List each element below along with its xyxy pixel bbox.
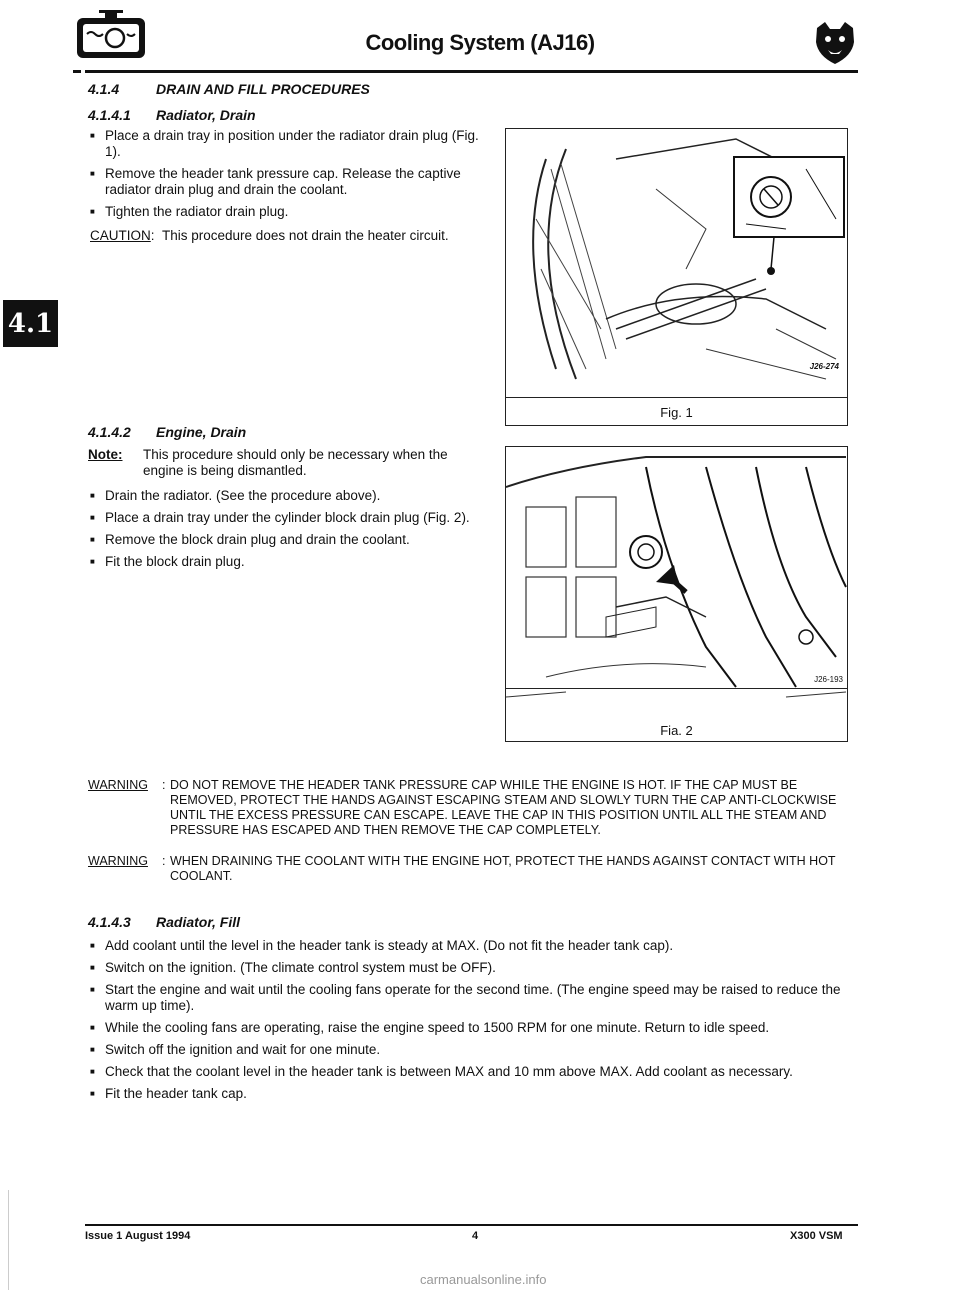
section-heading-main — [88, 81, 370, 97]
figure-2 — [505, 446, 848, 742]
list-item: ■ Fit the header tank cap. — [90, 1086, 850, 1102]
engine-drain-steps — [90, 488, 482, 576]
figure-ref: J26-193 — [814, 675, 843, 684]
note-text: This procedure should only be necessary when the engine is being dismantled. — [143, 447, 448, 478]
header-rule-tick — [73, 70, 81, 73]
list-item: ■ Drain the radiator. (See the procedure above). — [90, 488, 482, 504]
footer-page-number: 4 — [472, 1230, 479, 1242]
watermark: carmanualsonline.info — [420, 1272, 547, 1287]
section-title: Radiator, Fill — [156, 914, 241, 930]
caution-label: CAUTION — [90, 228, 151, 243]
section-title: Radiator, Drain — [156, 107, 256, 123]
section-heading-engine-drain — [88, 424, 246, 440]
list-item: ■ Add coolant until the level in the header tank is steady at MAX. (Do not fit the header tank cap). — [90, 938, 850, 954]
radiator-drain-steps — [90, 128, 482, 250]
footer-manual: X300 VSM — [790, 1230, 843, 1242]
caution-text: This procedure does not drain the heater circuit. — [162, 228, 449, 243]
note-label: Note: — [88, 447, 123, 462]
section-title: DRAIN AND FILL PROCEDURES — [156, 81, 370, 97]
figure-caption: Fia. 2 — [660, 723, 693, 738]
list-item: ■ Place a drain tray in position under the radiator drain plug (Fig. 1). — [90, 128, 482, 160]
section-number: 4.1.4.2 — [88, 424, 131, 440]
footer-issue: Issue 1 August 1994 — [85, 1230, 191, 1242]
warning-text: WHEN DRAINING THE COOLANT WITH THE ENGINE HOT, PROTECT THE HANDS AGAINST CONTACT WITH HOT COOLANT. — [170, 854, 836, 883]
section-number: 4.1.4.3 — [88, 914, 131, 930]
warning-block-2: WARNING : WHEN DRAINING THE COOLANT WITH THE ENGINE HOT, PROTECT THE HANDS AGAINST CONTACT WITH HOT COOLANT. — [88, 854, 848, 884]
page-edge-line — [8, 1190, 9, 1290]
caution-note: CAUTION: This procedure does not drain the heater circuit. — [90, 228, 449, 243]
section-heading-radiator-drain — [88, 107, 256, 123]
section-number: 4.1.4 — [88, 81, 120, 97]
list-item: ■ Start the engine and wait until the cooling fans operate for the second time. (The engine speed may be raised to reduce the warm up time). — [90, 982, 850, 1014]
list-item: ■ Switch off the ignition and wait for one minute. — [90, 1042, 850, 1058]
section-heading-radiator-fill — [88, 914, 240, 930]
jaguar-head-emblem-icon — [812, 20, 858, 66]
warning-text: DO NOT REMOVE THE HEADER TANK PRESSURE CAP WHILE THE ENGINE IS HOT. IF THE CAP MUST BE REMOVED, PROTECT THE HANDS AGAINST ESCAPING STEAM AND SLOWLY TURN THE CAP ANTI-CLOCKWISE UNTIL THE EXCESS PRESSURE CAN ESCAPE. LEAVE THE CAP IN THIS POSITION UNTIL ALL THE STEAM AND PRESSURE HAS ESCAPED AND THEN REMOVE THE CAP COMPLETELY. — [170, 778, 837, 837]
list-item: ■ Fit the block drain plug. — [90, 554, 482, 570]
radiator-fill-steps — [90, 938, 850, 1108]
header-rule — [85, 70, 858, 73]
figure-ref: J26-274 — [809, 362, 839, 371]
list-item: ■ Remove the block drain plug and drain the coolant. — [90, 532, 482, 548]
list-item: ■ While the cooling fans are operating, raise the engine speed to 1500 RPM for one minute. Return to idle speed. — [90, 1020, 850, 1036]
page-title: Cooling System (AJ16) — [365, 30, 595, 55]
list-item: ■ Tighten the radiator drain plug. — [90, 204, 482, 220]
engine-drain-note — [88, 447, 483, 479]
section-title: Engine, Drain — [156, 424, 247, 440]
figure-divider — [506, 688, 847, 689]
list-item: ■ Check that the coolant level in the header tank is between MAX and 10 mm above MAX. Add coolant as necessary. — [90, 1064, 850, 1080]
figure-caption: Fig. 1 — [660, 405, 693, 420]
figure-1 — [505, 128, 848, 426]
cylinder-block-drain-plug-illustration-icon — [506, 447, 847, 717]
section-number: 4.1.4.1 — [88, 107, 131, 123]
figure-divider — [506, 397, 847, 398]
warning-label: WARNING — [88, 854, 148, 868]
radiator-drain-plug-illustration-icon — [506, 129, 847, 397]
list-item: ■ Remove the header tank pressure cap. Release the captive radiator drain plug and drain the coolant. — [90, 166, 482, 198]
warning-label: WARNING — [88, 778, 148, 792]
section-tab: 4.1 — [3, 300, 58, 347]
list-item: ■ Place a drain tray under the cylinder block drain plug (Fig. 2). — [90, 510, 482, 526]
list-item: ■ Switch on the ignition. (The climate control system must be OFF). — [90, 960, 850, 976]
footer-rule — [85, 1224, 858, 1226]
warning-block-1: WARNING : DO NOT REMOVE THE HEADER TANK PRESSURE CAP WHILE THE ENGINE IS HOT. IF THE CAP MUST BE REMOVED, PROTECT THE HANDS AGAINST ESCAPING STEAM AND SLOWLY TURN THE CAP ANTI-CLOCKWISE UNTIL THE EXCESS PRESSURE CAN ESCAPE. LEAVE THE CAP IN THIS POSITION UNTIL ALL THE STEAM AND PRESSURE HAS ESCAPED AND THEN REMOVE THE CAP COMPLETELY. — [88, 778, 848, 838]
